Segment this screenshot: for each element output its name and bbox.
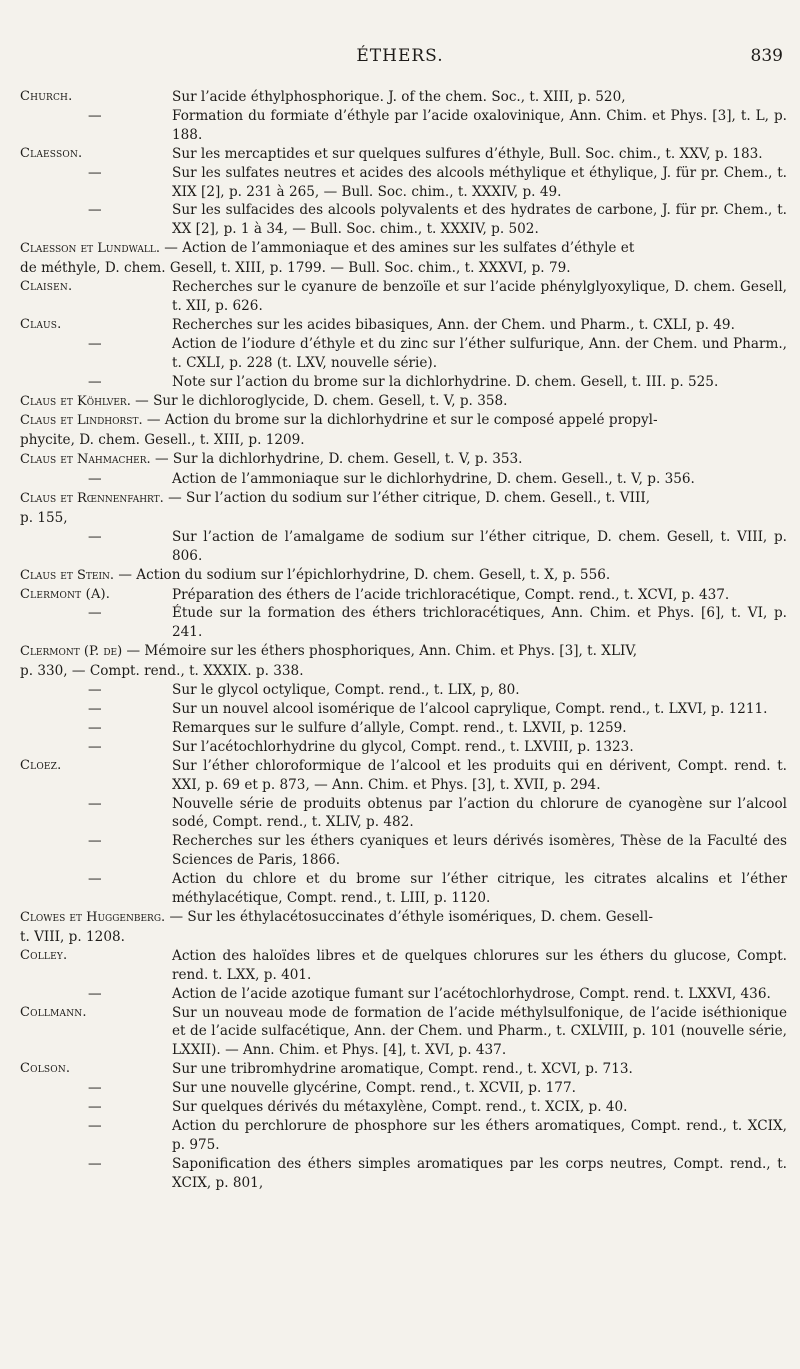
- bibliography-entry: [0, 738, 800, 757]
- entry-ditto-dash: —: [88, 528, 102, 545]
- bibliography-entry: [0, 947, 800, 985]
- entry-ditto-dash: —: [88, 107, 102, 124]
- bibliography-entry: [0, 335, 800, 373]
- bibliography-entry: [0, 832, 800, 870]
- entry-text: Sur les sulfates neutres et acides des alcools méthylique et éthylique, J. für pr. Chem., t. XIX [2], p. 231 à 265, — Bull. Soc. chim., t. XXXIV, p. 49.: [172, 164, 787, 200]
- bibliography-entry: [0, 392, 800, 412]
- entry-text: Étude sur la formation des éthers trichloracétiques, Ann. Chim. et Phys. [6], t. VI, p. 241.: [172, 605, 787, 641]
- bibliography-entry: [0, 411, 800, 450]
- entry-author: Claisen.: [20, 279, 73, 295]
- entry-author: Claus et Stein.: [20, 567, 115, 583]
- bibliography-entry: [0, 528, 800, 566]
- bibliography-entry: [0, 586, 800, 605]
- bibliography-entry: [0, 642, 800, 681]
- entry-ditto-dash: —: [88, 682, 102, 699]
- bibliography-entry: [0, 88, 800, 107]
- entry-author: Claesson.: [20, 145, 83, 161]
- bibliography-entry: [0, 278, 800, 316]
- entry-text: Note sur l’action du brome sur la dichlorhydrine. D. chem. Gesell, t. III. p. 525.: [172, 373, 719, 390]
- entry-text: Sur un nouvel alcool isomérique de l’alcool caprylique, Compt. rend., t. LXVI, p. 1211.: [172, 701, 768, 717]
- bibliography-entry: [0, 795, 800, 833]
- bibliography-entry: [0, 1155, 800, 1193]
- entry-text: Sur une nouvelle glycérine, Compt. rend., t. XCVII, p. 177.: [172, 1080, 576, 1097]
- entry-author: Claus et Rœnnenfahrt.: [20, 491, 164, 507]
- entry-author: Collmann.: [20, 1004, 87, 1020]
- bibliography-entry: [0, 239, 800, 278]
- entry-ditto-dash: —: [88, 871, 102, 888]
- bibliography-entry: [0, 1117, 800, 1155]
- entry-ditto-dash: —: [88, 738, 102, 755]
- entry-author: Claus et Lindhorst.: [20, 413, 143, 429]
- entry-ditto-dash: —: [88, 164, 102, 181]
- bibliography-entry: [0, 470, 800, 489]
- entry-author: Clermont (P. de): [20, 644, 123, 660]
- entry-ditto-dash: —: [88, 373, 102, 390]
- entry-first-line: [0, 239, 787, 259]
- entry-text: Sur les sulfacides des alcools polyvalents et des hydrates de carbone, J. für pr. Chem., t. XX [2], p. 1 à 34, — Bull. Soc. chim., t. XXXIV, p. 502.: [172, 202, 787, 238]
- entry-author: Clermont (A).: [20, 586, 111, 602]
- bibliography-entry: [0, 1098, 800, 1117]
- entry-ditto-dash: —: [88, 202, 102, 219]
- entry-first-line: [0, 566, 787, 586]
- entry-ditto-dash: —: [88, 1155, 102, 1172]
- entry-text: Sur l’acétochlorhydrine du glycol, Compt. rend., t. LXVIII, p. 1323.: [172, 738, 634, 755]
- entry-ditto-dash: —: [88, 471, 102, 488]
- bibliography-entry: [0, 700, 800, 719]
- entry-ditto-dash: —: [88, 795, 102, 812]
- bibliography-entry: [0, 201, 800, 239]
- entry-author: Claus et Nahmacher.: [20, 452, 151, 468]
- bibliography-entry: [0, 164, 800, 202]
- entry-ditto-dash: —: [88, 985, 102, 1002]
- entry-ditto-dash: —: [88, 719, 102, 736]
- entry-ditto-dash: —: [88, 833, 102, 850]
- entry-ditto-dash: —: [88, 1117, 102, 1134]
- entry-text: Sur l’action de l’amalgame de sodium sur l’éther citrique, D. chem. Gesell, t. VIII, p. 806.: [172, 528, 787, 564]
- entry-text: Saponification des éthers simples aromatiques par les corps neutres, Compt. rend., t. XCIX, p. 801,: [172, 1155, 787, 1191]
- entry-author: Cloez.: [20, 757, 62, 773]
- bibliography-entry: [0, 107, 800, 145]
- entry-text: Sur l’éther chloroformique de l’alcool et les produits qui en dérivent, Compt. rend. t. XXI, p. 69 et p. 873, — Ann. Chim. et Phys. [3], t. XVII, p. 294.: [172, 757, 787, 793]
- entry-text: Action du chlore et du brome sur l’éther citrique, les citrates alcalins et l’éther méthylacétique, Compt. rend., t. LIII, p. 1120.: [172, 871, 787, 907]
- entry-author: Colson.: [20, 1061, 71, 1077]
- entry-text-start: — Mémoire sur les éthers phosphoriques, Ann. Chim. et Phys. [3], t. XLIV,: [126, 643, 638, 660]
- entry-text: Sur quelques dérivés du métaxylène, Compt. rend., t. XCIX, p. 40.: [172, 1099, 628, 1116]
- entry-text: Recherches sur les éthers cyaniques et leurs dérivés isomères, Thèse de la Faculté des Sciences de Paris, 1866.: [172, 833, 787, 869]
- bibliography-entry: [0, 1004, 800, 1061]
- entry-text: Action des haloïdes libres et de quelques chlorures sur les éthers du glucose, Compt. rend. t. LXX, p. 401.: [172, 947, 787, 983]
- entry-text: Sur les mercaptides et sur quelques sulfures d’éthyle, Bull. Soc. chim., t. XXV, p. 183.: [172, 145, 763, 162]
- entry-first-line: [0, 642, 787, 662]
- entry-text: p. 155,: [20, 509, 68, 526]
- bibliography-entry: [0, 450, 800, 470]
- entry-author: Colley.: [20, 947, 68, 963]
- entry-ditto-dash: —: [88, 1099, 102, 1116]
- entry-text: phycite, D. chem. Gesell., t. XIII, p. 1209.: [20, 432, 305, 449]
- entry-text: Recherches sur le cyanure de benzoïle et sur l’acide phénylglyoxylique, D. chem. Gesell, t. XII, p. 626.: [172, 279, 787, 314]
- entry-first-line: [0, 908, 787, 928]
- bibliography-entry: [0, 604, 800, 642]
- bibliography-entry: [0, 373, 800, 392]
- entry-text-start: — Action de l’ammoniaque et des amines sur les sulfates d’éthyle et: [164, 240, 635, 257]
- entry-text-start: — Action du brome sur la dichlorhydrine et sur le composé appelé propyl-: [146, 412, 658, 429]
- bibliography-entry: [0, 757, 800, 795]
- entry-text: t. VIII, p. 1208.: [20, 928, 125, 945]
- entry-text-start: — Sur les éthylacétosuccinates d’éthyle isomériques, D. chem. Gesell-: [169, 908, 653, 925]
- entry-ditto-dash: —: [88, 335, 102, 352]
- entry-author: Claus et Köhlver.: [20, 393, 131, 409]
- entry-text: de méthyle, D. chem. Gesell, t. XIII, p. 1799. — Bull. Soc. chim., t. XXXVI, p. 79.: [20, 260, 571, 277]
- entry-author: Claus.: [20, 316, 62, 332]
- bibliography-list: [0, 88, 800, 1193]
- entry-ditto-dash: —: [88, 701, 102, 717]
- entry-text: Nouvelle série de produits obtenus par l’action du chlorure de cyanogène sur l’alcool sodé, Compt. rend., t. XLIV, p. 482.: [172, 795, 787, 831]
- entry-text: Action de l’acide azotique fumant sur l’acétochlorhydrose, Compt. rend. t. LXXVI, 436.: [172, 985, 771, 1002]
- entry-author: Claesson et Lundwall.: [20, 241, 160, 257]
- bibliography-entry: [0, 719, 800, 738]
- entry-text: Sur un nouveau mode de formation de l’acide méthylsulfonique, de l’acide iséthionique et de l’acide sulfacétique, Ann. der Chem. und Pharm., t. CXLVIII, p. 101 (nouvelle série, LXXII). — Ann. Chim. et Phys. [4], t. XVI, p. 437.: [172, 1004, 787, 1059]
- entry-text-start: — Sur la dichlorhydrine, D. chem. Gesell, t. V, p. 353.: [155, 451, 523, 468]
- entry-author: Church.: [20, 89, 73, 104]
- entry-text: Remarques sur le sulfure d’allyle, Compt. rend., t. LXVII, p. 1259.: [172, 719, 627, 736]
- entry-text-start: — Action du sodium sur l’épichlorhydrine, D. chem. Gesell, t. X, p. 556.: [118, 566, 611, 583]
- entry-text: p. 330, — Compt. rend., t. XXXIX. p. 338.: [20, 663, 304, 680]
- bibliography-entry: [0, 870, 800, 908]
- entry-first-line: [0, 411, 787, 431]
- running-title: ÉTHERS.: [356, 46, 444, 66]
- entry-ditto-dash: —: [88, 605, 102, 622]
- entry-first-line: [0, 392, 787, 412]
- bibliography-entry: [0, 985, 800, 1004]
- entry-text: Sur une tribromhydrine aromatique, Compt. rend., t. XCVI, p. 713.: [172, 1061, 633, 1078]
- entry-text-start: — Sur l’action du sodium sur l’éther citrique, D. chem. Gesell., t. VIII,: [168, 490, 651, 507]
- bibliography-entry: [0, 489, 800, 528]
- entry-ditto-dash: —: [88, 1080, 102, 1097]
- entry-text: Action de l’ammoniaque sur le dichlorhydrine, D. chem. Gesell., t. V, p. 356.: [172, 471, 695, 488]
- entry-text: Action du perchlorure de phosphore sur les éthers aromatiques, Compt. rend., t. XCIX, p. 975.: [172, 1117, 787, 1153]
- bibliography-entry: [0, 1079, 800, 1098]
- page-number: 839: [750, 46, 783, 66]
- bibliography-entry: [0, 316, 800, 335]
- entry-text: Préparation des éthers de l’acide trichloracétique, Compt. rend., t. XCVI, p. 437.: [172, 586, 730, 603]
- bibliography-entry: [0, 681, 800, 700]
- bibliography-entry: [0, 1060, 800, 1079]
- entry-text: Sur le glycol octylique, Compt. rend., t. LIX, p, 80.: [172, 682, 520, 699]
- entry-text: Formation du formiate d’éthyle par l’acide oxalovinique, Ann. Chim. et Phys. [3], t. L, p. 188.: [172, 107, 787, 143]
- entry-text: Action de l’iodure d’éthyle et du zinc sur l’éther sulfurique, Ann. der Chem. und Pharm., t. CXLI, p. 228 (t. LXV, nouvelle série).: [172, 335, 787, 371]
- bibliography-entry: [0, 145, 800, 164]
- entry-first-line: [0, 489, 787, 509]
- entry-author: Clowes et Huggenberg.: [20, 909, 166, 925]
- entry-first-line: [0, 450, 787, 470]
- entry-text: Recherches sur les acides bibasiques, Ann. der Chem. und Pharm., t. CXLI, p. 49.: [172, 316, 735, 333]
- entry-text-start: — Sur le dichloroglycide, D. chem. Gesell, t. V, p. 358.: [135, 392, 508, 409]
- entry-text: Sur l’acide éthylphosphorique. J. of the chem. Soc., t. XIII, p. 520,: [172, 89, 626, 105]
- bibliography-entry: [0, 908, 800, 947]
- bibliography-entry: [0, 566, 800, 586]
- page-header: [0, 44, 800, 74]
